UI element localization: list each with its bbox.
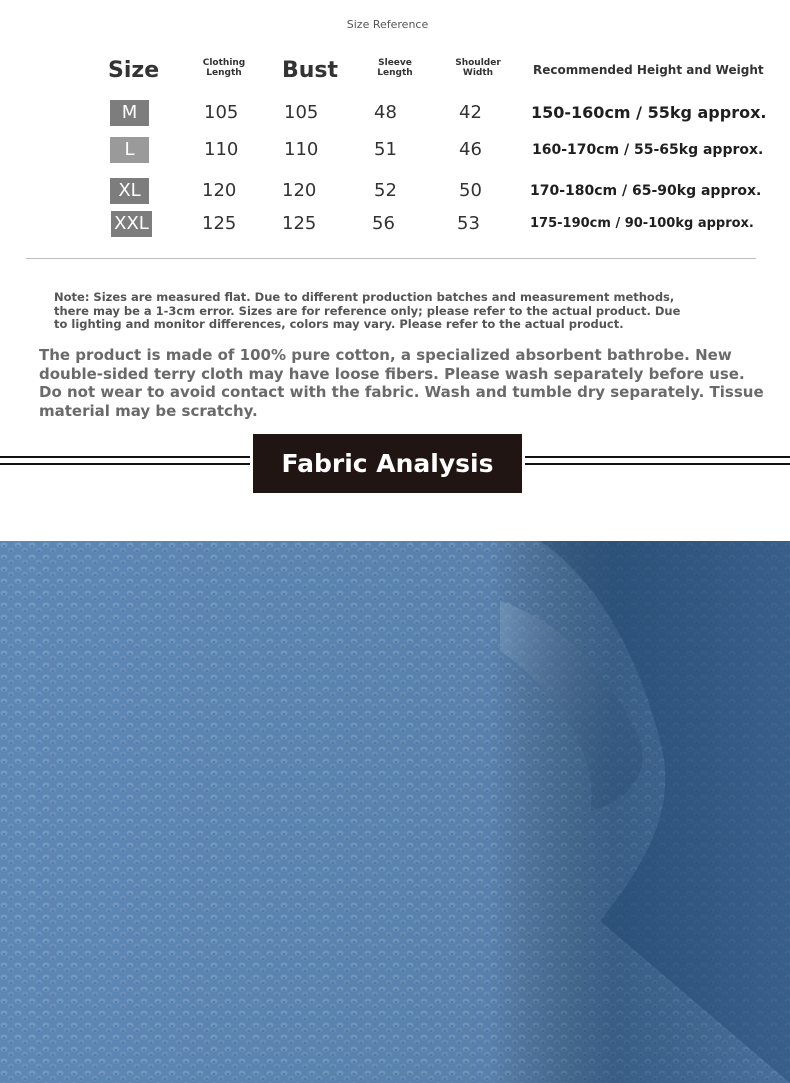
header-size: Size	[108, 58, 160, 83]
bust-value: 105	[284, 102, 319, 123]
shoulder-value: 46	[459, 139, 482, 160]
size-row	[0, 100, 790, 130]
header-recommended: Recommended Height and Weight	[533, 63, 764, 77]
recommended-value: 175-190cm / 90-100kg approx.	[530, 216, 754, 231]
size-badge: M	[110, 100, 149, 126]
sleeve-value: 56	[372, 213, 395, 234]
divider	[26, 258, 756, 259]
size-badge: XL	[110, 178, 149, 204]
left-rule	[0, 456, 250, 472]
fabric-image	[0, 541, 790, 1083]
recommended-value: 160-170cm / 55-65kg approx.	[532, 142, 764, 158]
header-sleeve-length: Sleeve Length	[377, 58, 413, 78]
measurement-note: Note: Sizes are measured flat. Due to different production batches and measurement methods, there may be a 1-3cm error. Sizes are for reference only; please refer to the actual product. Due to lighting and monitor differences, colors may vary. Please refer to the actual product.	[54, 290, 681, 331]
shoulder-value: 50	[459, 180, 482, 201]
size-row	[0, 137, 790, 167]
bust-value: 120	[282, 180, 317, 201]
size-row	[0, 211, 790, 241]
shoulder-value: 53	[457, 213, 480, 234]
recommended-value: 150-160cm / 55kg approx.	[531, 103, 767, 122]
right-rule	[525, 456, 790, 472]
sleeve-value: 51	[374, 139, 397, 160]
sleeve-value: 52	[374, 180, 397, 201]
recommended-value: 170-180cm / 65-90kg approx.	[530, 183, 762, 199]
header-bust: Bust	[282, 58, 339, 83]
section-title-banner: Fabric Analysis	[253, 434, 522, 493]
clothing-length-value: 105	[204, 102, 239, 123]
product-description: The product is made of 100% pure cotton, a specialized absorbent bathrobe. New double-sided terry cloth may have loose fibers. Please wash separately before use. Do not wear to avoid contact with the fabric. Wash and tumble dry separately. Tissue material may be scratchy.	[39, 346, 764, 420]
terry-cloth-photo	[0, 541, 790, 1083]
size-row	[0, 178, 790, 208]
bust-value: 110	[284, 139, 319, 160]
size-reference-caption: Size Reference	[346, 18, 429, 31]
clothing-length-value: 125	[202, 213, 237, 234]
size-badge: L	[110, 137, 149, 163]
bust-value: 125	[282, 213, 317, 234]
clothing-length-value: 120	[202, 180, 237, 201]
clothing-length-value: 110	[204, 139, 239, 160]
size-badge: XXL	[111, 211, 152, 237]
sleeve-value: 48	[374, 102, 397, 123]
shoulder-value: 42	[459, 102, 482, 123]
header-clothing-length: Clothing Length	[202, 58, 246, 78]
size-table	[0, 0, 790, 250]
header-shoulder-width: Shoulder Width	[455, 58, 501, 78]
